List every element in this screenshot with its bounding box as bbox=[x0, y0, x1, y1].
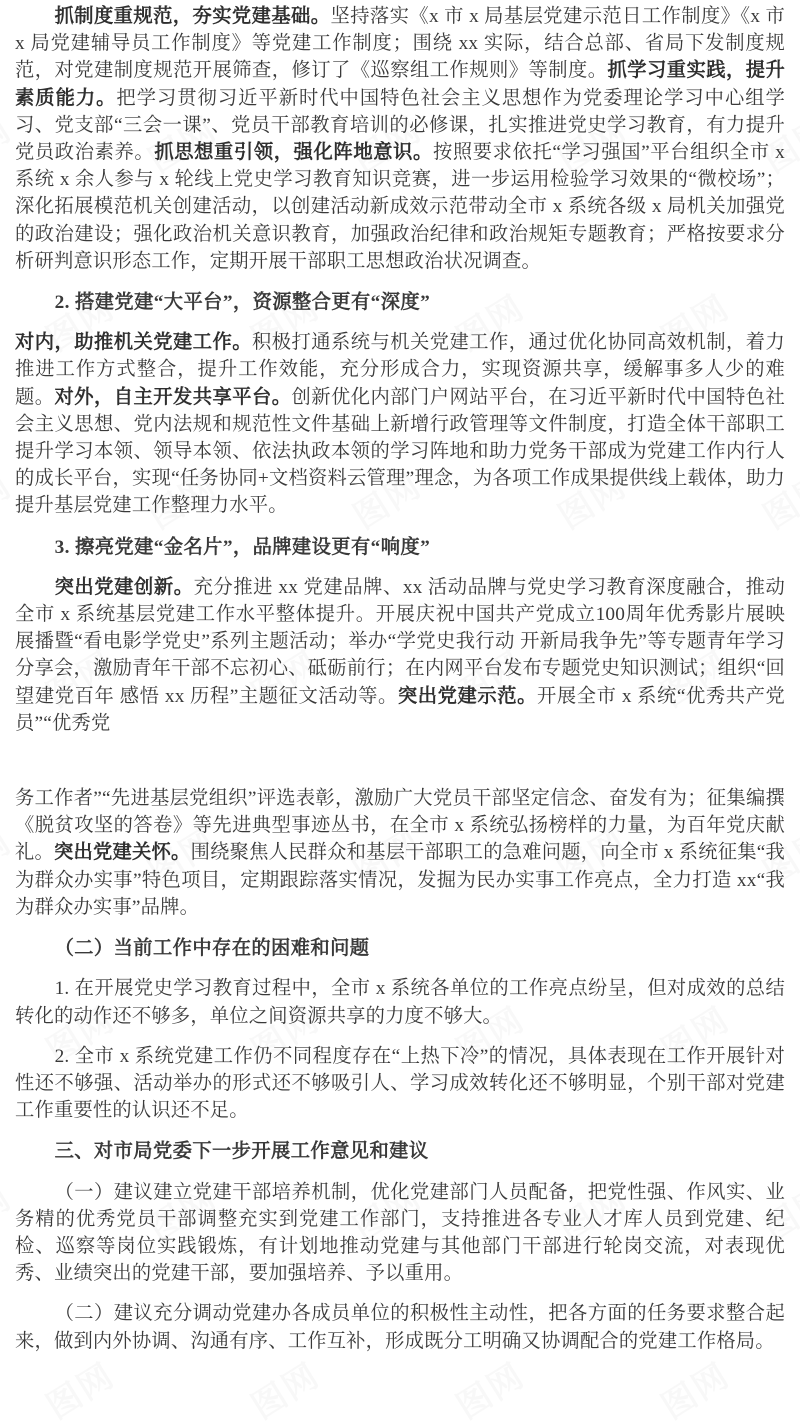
heading-section-three: 三、对市局党委下一步开展工作意见和建议 bbox=[54, 1141, 429, 1163]
inline-text-run: 积极打通系统与机关党建工作，通过优化协同高效机制，着力推进工作方式整合，提升工作效能，充分形成合力，实现资源共享，缓解事多人少的难题。 bbox=[15, 332, 785, 408]
paragraph-7: （一）建议建立党建干部培养机制，优化党建部门人员配备，把党性强、作风实、业务精的优秀党员干部调整充实到党建工作部门，支持推进各专业人才库人员到党建、纪检、巡察等岗位实践锻炼，有计划地推动党建与其他部门干部进行轮岗交流，对表现优秀、业绩突出的党建干部，要加强培养、予以重用。 bbox=[15, 1181, 785, 1285]
inline-bold-run: 突出党建关怀。 bbox=[54, 842, 191, 864]
inline-bold-run: 抓学习重实践，提升素质能力。 bbox=[15, 60, 785, 109]
paragraph-2 bbox=[15, 329, 785, 519]
inline-text-run: 开展全市 x 系统“优秀共产党员”“优秀党 bbox=[15, 685, 785, 734]
paragraph-5: 1. 在开展党史学习教育过程中，全市 x 系统各单位的工作亮点纷呈，但对成效的总结转化的动作还不够多，单位之间资源共享的力度不够大。 bbox=[15, 978, 785, 1027]
page-break-gap bbox=[15, 737, 785, 785]
watermark-glyph bbox=[240, 1349, 327, 1428]
paragraph-1 bbox=[15, 3, 785, 275]
spacer bbox=[15, 921, 785, 935]
inline-text-run: 创新优化内部门户网站平台，在习近平新时代中国特色社会主义思想、党内法规和规范性文件基础上新增行政管理等文件制度，打造全体干部职工提升学习本领、领导本领、依法执政本领的学习阵地和助力党务干部成为党建工作内行人的成长平台，实现“任务协同+文档资料云管理”理念，为各项工作成果提供线上载体，助力提升基层党建工作整理力水平。 bbox=[15, 386, 786, 517]
inline-text-run: 务工作者”“先进基层党组织”评选表彰，激励广大党员干部坚定信念、奋发有为；征集编撰《脱贫攻坚的答卷》等先进典型事迹丛书，在全市 x 系统弘扬榜样的力量，为百年党庆献礼。 bbox=[15, 788, 785, 864]
inline-text-run: 把学习贯彻习近平新时代中国特色社会主义思想作为党委理论学习中心组学习、党支部“三会一课”、党员干部教育培训的必修课，扎实推进党史学习教育，有力提升党员政治素养。 bbox=[15, 87, 785, 164]
spacer bbox=[15, 1287, 785, 1300]
inline-bold-run: 抓制度重规范，夯实党建基础。 bbox=[54, 6, 331, 27]
spacer bbox=[15, 561, 785, 574]
spacer bbox=[15, 1166, 785, 1179]
watermark-glyph bbox=[35, 1349, 122, 1428]
inline-text-run: 坚持落实《x 市 x 局基层党建示范日工作制度》《x 市 x 局党建辅导员工作制度》等党建工作制度；围绕 xx 实际，结合总部、省局下发制度规范，对党建制度规范开展筛查，修订了《巡察组工作规则》等制度。 bbox=[15, 6, 785, 82]
inline-text-run: 充分推进 xx 党建品牌、xx 活动品牌与党史学习教育深度融合，推动全市 x 系统基层党建工作水平整体提升。开展庆祝中国共产党成立100周年优秀影片展映展播暨“看电影学党史”系列主题活动；举办“学党史我行动 开新局我争先”等专题青年学习分享会，激励青年干部不忘初心、砥砺前行；在内网平台发布专题党史知识测试；组织“回望建党百年 感悟 xx 历程”主题征文活动等。 bbox=[15, 576, 785, 707]
heading-section-2: 2. 搭建党建“大平台”，资源整合更有“深度” bbox=[54, 292, 431, 314]
paragraph-4 bbox=[15, 785, 785, 921]
paragraph-8: （二）建议充分调动党建办各成员单位的积极性主动性，把各方面的任务要求整合起来，做到内外协调、沟通有序、工作互补，形成既分工明确又协调配合的党建工作格局。 bbox=[15, 1303, 785, 1352]
spacer bbox=[15, 1030, 785, 1043]
inline-text-run: 围绕聚焦人民群众和基层干部职工的急难问题，向全市 x 系统征集“我为群众办实事”特色项目，定期跟踪落实情况，发掘为民办实事工作亮点，全力打造 xx“我为群众办实事”品牌。 bbox=[15, 842, 785, 918]
spacer bbox=[15, 520, 785, 534]
heading-section-3: 3. 擦亮党建“金名片”，品牌建设更有“响度” bbox=[54, 536, 431, 558]
spacer bbox=[15, 1124, 785, 1138]
spacer bbox=[15, 275, 785, 289]
inline-bold-run: 对内，助推机关党建工作。 bbox=[15, 332, 253, 354]
inline-bold-run: 抓思想重引领，强化阵地意识。 bbox=[154, 142, 433, 164]
spacer bbox=[15, 316, 785, 329]
spacer bbox=[15, 962, 785, 975]
heading-subsection-two: （二）当前工作中存在的困难和问题 bbox=[54, 938, 370, 960]
inline-text-run: 按照要求依托“学习强国”平台组织全市 x 系统 x 余人参与 x 轮线上党史学习教育知识竞赛，进一步运用检验学习效果的“微校场”；深化拓展模范机关创建活动，以创建活动新成效示范带动全市 x 系统各级 x 局机关加强党的政治建设；强化政治机关意识教育，加强政治纪律和政治规矩专题教育；严格按要求分析研判意识形态工作，定期开展干部职工思想政治状况调查。 bbox=[15, 142, 785, 272]
watermark-glyph bbox=[650, 1349, 737, 1428]
watermark-glyph bbox=[445, 1349, 532, 1428]
inline-bold-run: 突出党建示范。 bbox=[397, 685, 537, 707]
paragraph-6: 2. 全市 x 系统党建工作仍不同程度存在“上热下冷”的情况，具体表现在工作开展针对性还不够强、活动举办的形式还不够吸引人、学习成效转化还不够明显，个别干部对党建工作重要性的认识还不足。 bbox=[15, 1045, 785, 1122]
document-page bbox=[15, 0, 785, 1355]
paragraph-3 bbox=[15, 574, 785, 737]
inline-bold-run: 突出党建创新。 bbox=[54, 576, 194, 598]
inline-bold-run: 对外，自主开发共享平台。 bbox=[54, 386, 292, 408]
